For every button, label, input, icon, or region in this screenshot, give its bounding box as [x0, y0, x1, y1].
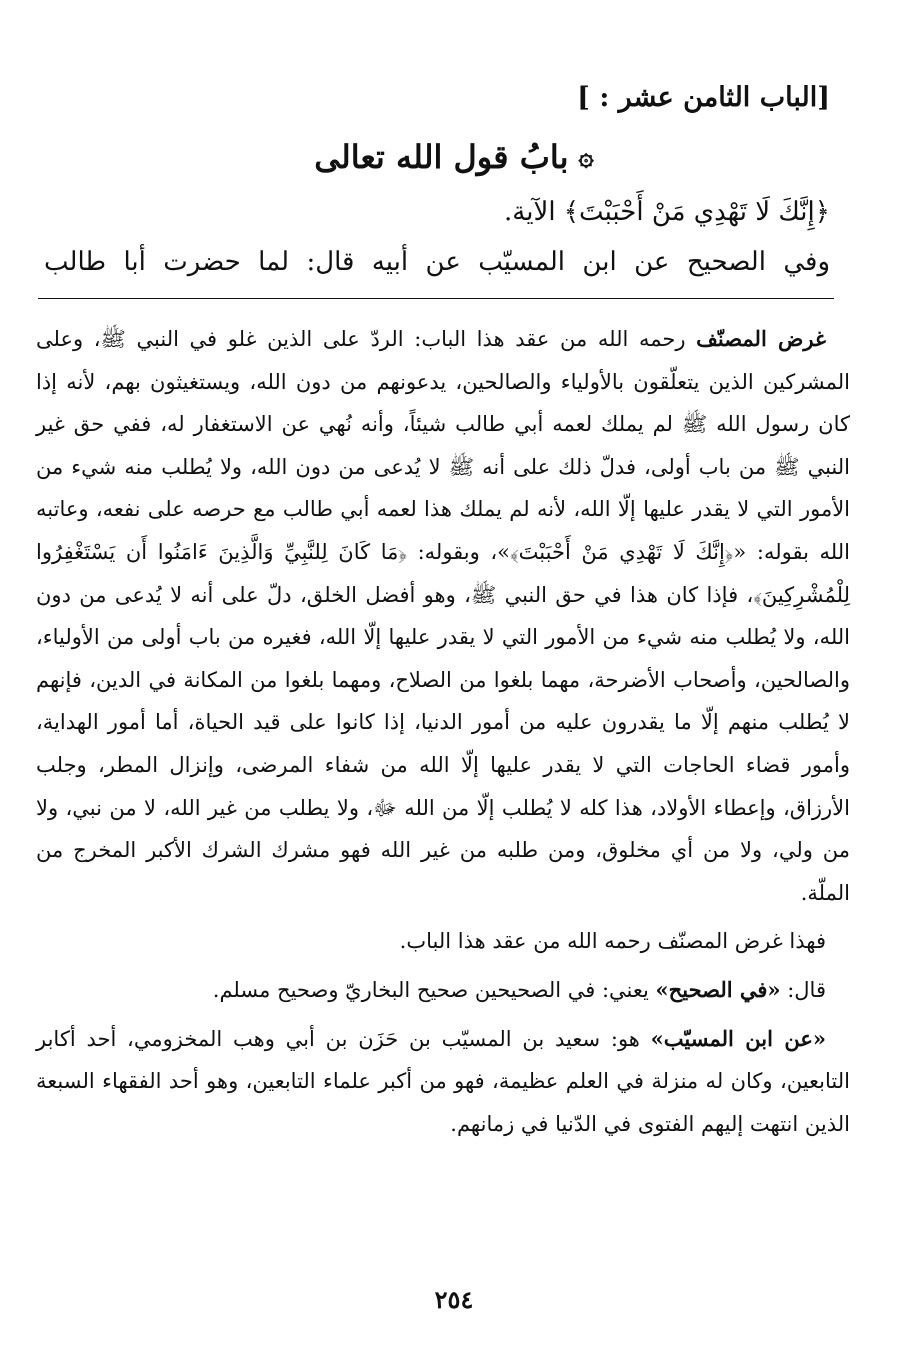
chapter-title — [0, 132, 908, 182]
paragraph-prefix: قال: — [780, 977, 826, 1002]
commentary-body — [36, 318, 850, 1145]
ornament-star-icon: ۞ — [578, 142, 594, 172]
page-number: ٢٥٤ — [434, 1285, 474, 1314]
commentary-paragraph: فهذا غرض المصنّف رحمه الله من عقد هذا الباب. — [399, 929, 826, 954]
quran-verse-line: ﴿إِنَّكَ لَا تَهْدِي مَنْ أَحْبَبْتَ﴾ الآية. — [504, 197, 830, 227]
separator-rule — [38, 298, 834, 299]
chapter-title-text: بابُ قول الله تعالى — [314, 138, 569, 176]
paragraph-lead: «عن ابن المسيّب» — [650, 1025, 826, 1051]
paragraph-text: هو: سعيد بن المسيّب بن حَزَن بن أبي وهب المخزومي، أحد أكابر التابعين، وكان له منزلة في العلم عظيمة، فهو من أكبر علماء التابعين، وهو أحد الفقهاء السبعة الذين انتهت إليهم الفتوى في الدّنيا في زمانهم. — [36, 1026, 851, 1136]
commentary-paragraph — [36, 969, 850, 1012]
paragraph-lead: «في الصحيح» — [655, 976, 781, 1002]
chapter-label: [الباب الثامن عشر : ] — [577, 82, 830, 113]
paragraph-text: يعني: في الصحيحين صحيح البخاريّ وصحيح مسلم. — [212, 977, 656, 1002]
commentary-paragraph — [36, 318, 850, 914]
commentary-paragraph — [36, 1018, 850, 1146]
paragraph-lead: غرض المصنّف — [696, 326, 827, 351]
paragraph-text: رحمه الله من عقد هذا الباب: الردّ على الذين غلو في النبي ﷺ، وعلى المشركين الذين يتعلّقون بالأولياء والصالحين، يدعونهم من دون الله، ويستغيثون بهم، لأنه إذا كان رسول الله ﷺ لم يملك لعمه أبي طالب شيئاً، وأنه نُهي عن الاستغفار له، ففي حق غير النبي ﷺ من باب أولى، فدلّ ذلك على أنه ﷺ لا يُدعى من دون الله، ولا يُطلب منه شيء من الأمور التي لا يقدر عليها إلّا الله، لأنه لم يملك هذا لعمه أبي طالب مع حرصه على نفعه، وعاتبه الله بقوله: «﴿إِنَّكَ لَا تَهْدِي مَنْ أَحْبَبْتَ﴾»، وبقوله: ﴿مَا كَانَ لِلنَّبِيِّ وَالَّذِينَ ءَامَنُوا أَن يَسْتَغْفِرُوا لِلْمُشْرِكِينَ﴾، فإذا كان هذا في حق النبي ﷺ، وهو أفضل الخلق، دلّ على أنه لا يُدعى من دون الله، ولا يُطلب منه شيء من الأمور التي لا يقدر عليها إلّا الله، فغيره من باب أولى من الأولياء، والصالحين، وأصحاب الأضرحة، مهما بلغوا من الصلاح، ومهما بلغوا من المكانة في الدين، فإنهم لا يُطلب منهم إلّا ما يقدرون عليه من أمور الدنيا، إذا كانوا على قيد الحياة، أما أمور الهداية، وأمور قضاء الحاجات التي لا يقدر عليها إلّا الله من شفاء المرضى، وإنزال المطر، وجلب الأرزاق، وإعطاء الأولاد، هذا كله لا يُطلب إلّا من الله ﷻ، ولا يطلب من غير الله، لا من نبي، ولا من ولي، ولا من أي مخلوق، ومن طلبه من غير الله فهو مشرك الشرك الأكبر المخرج من الملّة. — [36, 327, 850, 905]
hadith-line: وفي الصحيح عن ابن المسيّب عن أبيه قال: لما حضرت أبا طالب — [44, 247, 830, 277]
